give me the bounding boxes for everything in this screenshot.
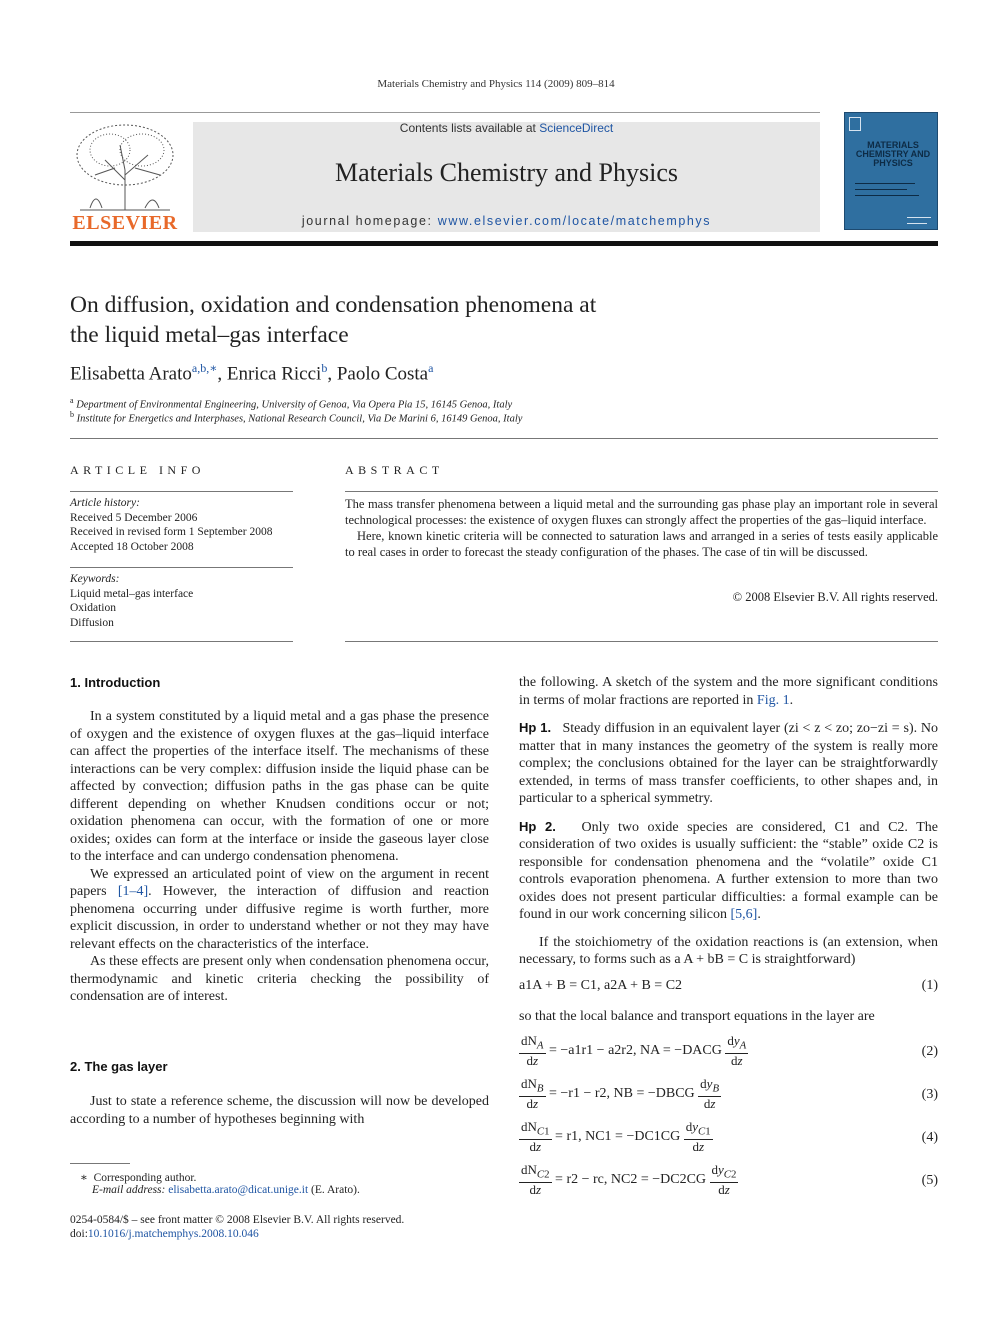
contents-line [193, 121, 820, 135]
journal-cover-thumbnail [844, 112, 938, 230]
section-2-body [70, 1093, 489, 1128]
citation-link[interactable]: [1–4] [117, 884, 149, 899]
section-1-body [70, 708, 489, 1006]
equation-number: (4) [921, 1130, 938, 1145]
article-title-line-2: the liquid metal–gas interface [70, 322, 349, 348]
article-info-heading: ARTICLE INFO [70, 463, 205, 477]
cover-logo-icon [849, 117, 861, 131]
author-name[interactable]: Enrica Ricci [226, 363, 322, 385]
right-column-body [519, 674, 938, 969]
hypothesis-2: Hp 2. Only two oxide species are considered, C1 and C2. The consideration of two oxides is usually sufficient: the “stable” oxide C2 is responsible for condensation phenomena and the “volatile” oxide C1 controls evaporation phenomena. A further extension to more than two oxides does not present particular difficulties: a formal example can be found in our work concerning silicon [5,6]. [519, 818, 938, 922]
author-list: Elisabetta Arato$^{a,b,∗}$, Enrica Ricci$^b$, Paolo Costa$^a$ [70, 361, 434, 385]
paragraph: We expressed an articulated point of view on the argument in recent papers [1–4]. However, the interaction of diffusion and reaction phenomena occurring under diffusive regime is worth further, more explicit discussion, in order to understand whether or not they may have relevant effects on the characteristics of the interface. [70, 866, 489, 952]
equation-number: (2) [921, 1044, 938, 1059]
corresponding-author-note: ∗ Corresponding author. [80, 1172, 197, 1184]
journal-homepage [193, 214, 820, 228]
author-affil-mark[interactable]: a,b,∗ [191, 361, 218, 375]
author-name[interactable]: Paolo Costa [336, 363, 429, 385]
equation-number: (1) [921, 978, 938, 993]
paragraph: If the stoichiometry of the oxidation reactions is (an extension, when necessary, to forms such as a A + bB = C is straightforward) [519, 934, 938, 967]
equation-number: (3) [921, 1087, 938, 1102]
section-1-heading: 1. Introduction [70, 675, 161, 690]
abstract-body [345, 496, 938, 560]
sciencedirect-link[interactable]: ScienceDirect [539, 121, 614, 135]
abstract-paragraph: Here, known kinetic criteria will be connected to saturation laws and arranged in a series of tests easily applicable to real cases in order to forecast the steady configuration of the phases. The case of tin will be discussed. [345, 529, 938, 559]
contents-prefix: Contents lists available at [399, 121, 540, 135]
divider [70, 438, 938, 439]
affiliation-a: $^a$ Department of Environmental Engineering, University of Genoa, Via Opera Pia 15, 16145 Genoa, Italy [70, 396, 513, 411]
author-name[interactable]: Elisabetta Arato [70, 363, 192, 385]
abstract-copyright: © 2008 Elsevier B.V. All rights reserved. [732, 590, 938, 604]
keyword: Oxidation [70, 602, 116, 614]
doi-link[interactable]: 10.1016/j.matchemphys.2008.10.046 [87, 1228, 259, 1240]
divider [345, 641, 938, 642]
paragraph: the following. A sketch of the system and the more significant conditions in terms of molar fractions are reported in Fig. 1. [519, 675, 938, 708]
equation-4: $\frac{dN_{C1}}{dz}$ = r1, NC1 = −DC1CG $\frac{dy_{C1}}{dz}$ [521, 1119, 711, 1154]
affiliation-b: $^b$ Institute for Energetics and Interphases, National Research Council, Via De Marini 6, 16149 Genoa, Italy [70, 410, 523, 425]
homepage-link[interactable]: www.elsevier.com/locate/matchemphys [437, 214, 712, 228]
author-affil-mark[interactable]: b [321, 361, 328, 375]
email-note: E-mail address: elisabetta.arato@dicat.unige.it (E. Arato). [92, 1184, 360, 1196]
elsevier-wordmark: ELSEVIER [72, 212, 178, 234]
article-title-line-1: On diffusion, oxidation and condensation phenomena at [70, 292, 597, 318]
paragraph: In a system constituted by a liquid metal and a gas phase the presence of oxygen and the existence of oxygen fluxes at the gas–liquid interface can affect the properties of the interface itself. The mechanisms of these interactions can be very complex: diffusion inside the liquid phase can be affected by convection; diffusion paths in the gas phase can be quite different depending on whether Knudsen conditions occur or not; oxidation phenomena can occur, with the formation of one or more oxides; oxides can form at the interface or inside the gaseous layer close to the interface and can undergo condensation phenomena. [70, 709, 489, 864]
doi-line: doi:10.1016/j.matchemphys.2008.10.046 [70, 1228, 259, 1240]
history-accepted: Accepted 18 October 2008 [70, 540, 194, 553]
paragraph: so that the local balance and transport equations in the layer are [519, 1009, 875, 1024]
keyword: Diffusion [70, 616, 114, 629]
header-rule [70, 112, 820, 113]
figure-link[interactable]: Fig. 1 [756, 692, 790, 708]
equation-2: $\frac{dN_A}{dz}$ = −a1r1 − a2r2, NA = −DACG $\frac{dy_A}{dz}$ [521, 1033, 747, 1068]
hypothesis-1: Hp 1. Steady diffusion in an equivalent layer (zi < z < zo; zo−zi = s). No matter that in many instances the geometry of the system is really more complex; the conclusions obtained for the layer can be straightforwardly extended, in terms of mass transfer coefficients, to other shapes and, in particular to a spherical symmetry. [519, 720, 938, 806]
author-affil-mark[interactable]: a [428, 361, 434, 375]
footnote-rule [70, 1163, 130, 1164]
history-revised: Received in revised form 1 September 2008 [70, 526, 273, 538]
keywords: Keywords: Liquid metal–gas interface Oxidation Diffusion [70, 572, 300, 630]
citation-link[interactable]: [5,6] [730, 907, 758, 922]
journal-title: Materials Chemistry and Physics [334, 158, 678, 187]
equation-number: (5) [921, 1173, 938, 1188]
article-history: Article history: Received 5 December 2006 Received in revised form 1 September 2008 Accepted 18 October 2008 [70, 496, 300, 554]
article-title [70, 290, 770, 350]
equation-5: $\frac{dN_{C2}}{dz}$ = r2 − rc, NC2 = −DC2CG $\frac{dy_{C2}}{dz}$ [521, 1162, 737, 1197]
cover-title: MATERIALS CHEMISTRY AND PHYSICS [855, 140, 931, 168]
abstract-paragraph: The mass transfer phenomena between a liquid metal and the surrounding gas phase play an important role in several technological processes: the existence of oxygen fluxes can strongly affect the properties of the gas–liquid interface. [345, 497, 938, 527]
section-2-heading: 2. The gas layer [70, 1059, 168, 1074]
equation-3: $\frac{dN_B}{dz}$ = −r1 − r2, NB = −DBCG $\frac{dy_B}{dz}$ [521, 1076, 720, 1111]
email-link[interactable]: elisabetta.arato@dicat.unige.it [168, 1184, 309, 1196]
divider [70, 641, 293, 642]
divider [70, 567, 293, 568]
keyword: Liquid metal–gas interface [70, 587, 194, 600]
divider [70, 491, 293, 492]
homepage-prefix: journal homepage: [301, 214, 438, 228]
equation-1: a1A + B = C1, a2A + B = C2 [519, 978, 683, 993]
abstract-heading: ABSTRACT [345, 463, 444, 477]
issn-line: 0254-0584/$ – see front matter © 2008 Elsevier B.V. All rights reserved. [70, 1214, 405, 1226]
journal-citation: Materials Chemistry and Physics 114 (2009) 809–814 [377, 78, 615, 90]
divider [345, 491, 938, 492]
header-thick-rule [70, 241, 938, 246]
paragraph: Just to state a reference scheme, the discussion will now be developed according to a number of hypotheses beginning with [70, 1094, 489, 1127]
history-received: Received 5 December 2006 [70, 511, 198, 524]
paragraph: As these effects are present only when condensation phenomena occur, thermodynamic and kinetic criteria checking the possibility of condensation are of interest. [70, 954, 489, 1004]
